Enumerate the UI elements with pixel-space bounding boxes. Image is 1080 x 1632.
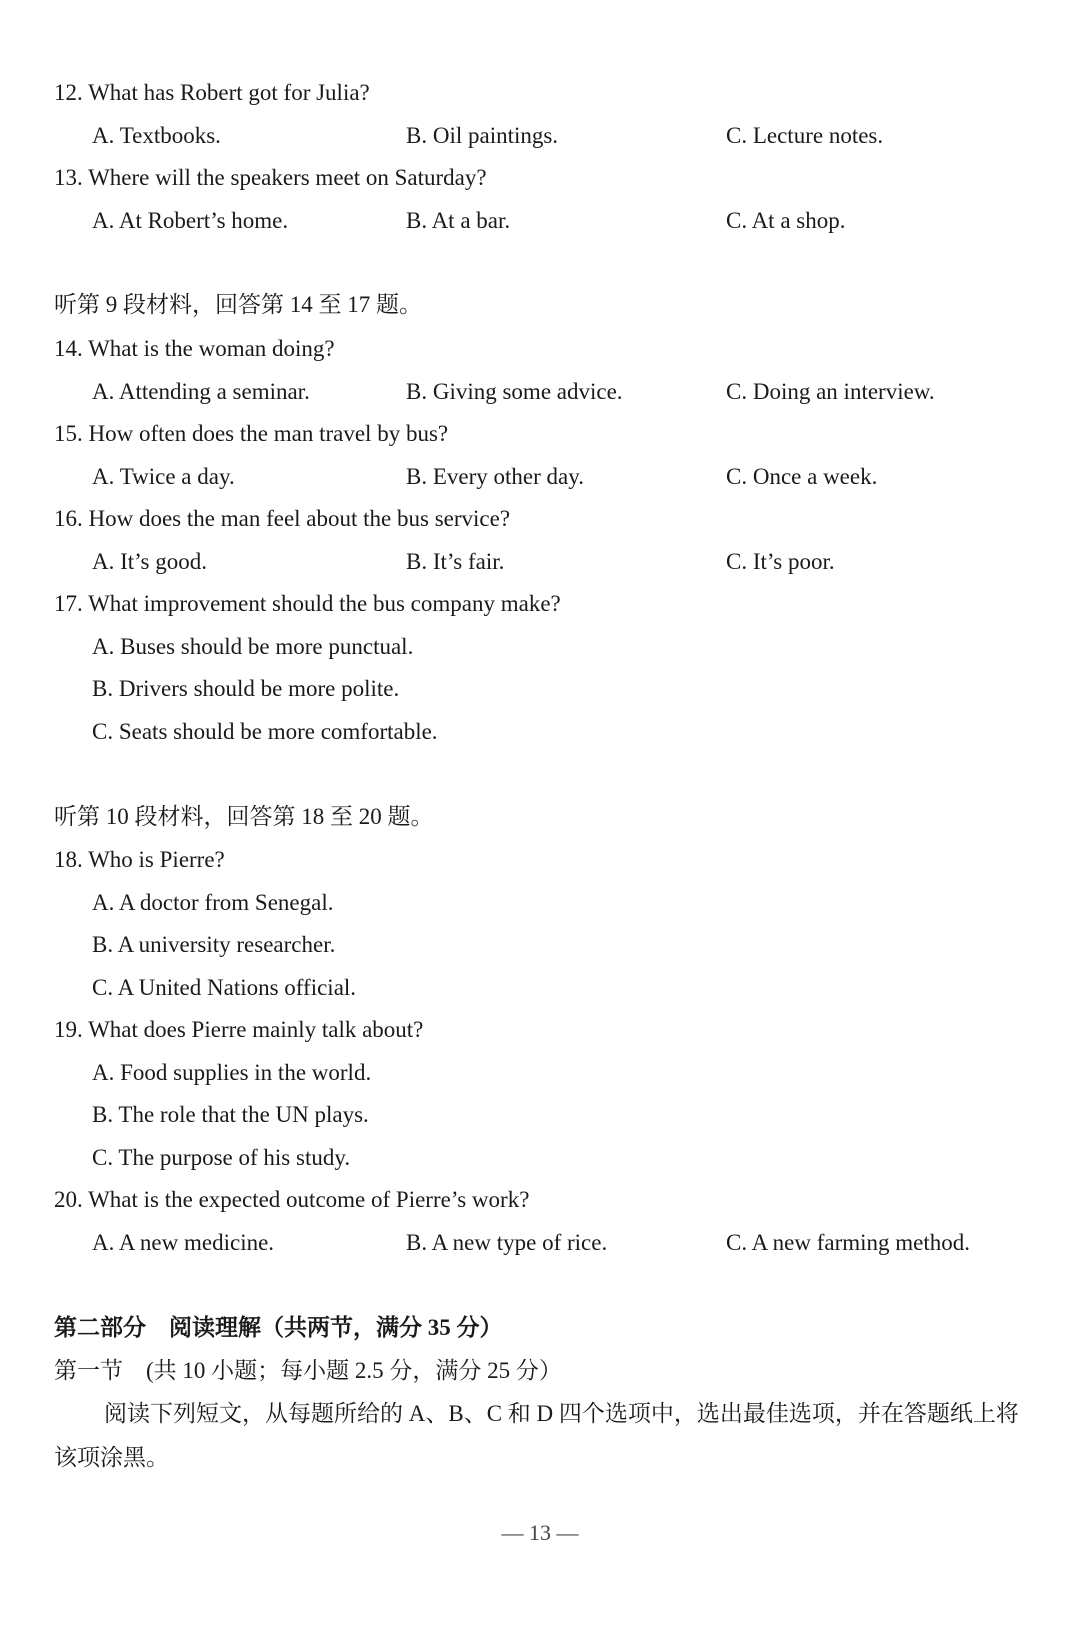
q17-option-b: B. Drivers should be more polite. bbox=[92, 676, 400, 701]
q14-option-a: A. Attending a seminar. bbox=[92, 379, 310, 404]
part-2-instructions: 阅读下列短文，从每题所给的 A、B、C 和 D 四个选项中，选出最佳选项，并在答题纸上将该项涂黑。 bbox=[54, 1401, 1019, 1470]
q20-option-c: C. A new farming method. bbox=[726, 1230, 971, 1255]
q14-option-b: B. Giving some advice. bbox=[406, 379, 623, 404]
q13-option-b: B. At a bar. bbox=[406, 208, 511, 233]
question-19: 19. What does Pierre mainly talk about? bbox=[54, 1017, 424, 1042]
q16-option-b: B. It’s fair. bbox=[406, 549, 505, 574]
q12-option-a: A. Textbooks. bbox=[92, 123, 221, 148]
q18-option-c: C. A United Nations official. bbox=[92, 975, 357, 1000]
question-18: 18. Who is Pierre? bbox=[54, 847, 225, 872]
question-15: 15. How often does the man travel by bus? bbox=[54, 421, 449, 446]
question-17: 17. What improvement should the bus company make? bbox=[54, 591, 561, 616]
part-2-heading: 第二部分 阅读理解（共两节，满分 35 分） bbox=[54, 1315, 503, 1340]
section-10-heading: 听第 10 段材料，回答第 18 至 20 题。 bbox=[54, 804, 434, 829]
q18-option-a: A. A doctor from Senegal. bbox=[92, 890, 334, 915]
q17-option-a: A. Buses should be more punctual. bbox=[92, 634, 414, 659]
question-12: 12. What has Robert got for Julia? bbox=[54, 80, 370, 105]
q12-option-b: B. Oil paintings. bbox=[406, 123, 559, 148]
q12-option-c: C. Lecture notes. bbox=[726, 123, 884, 148]
q13-option-a: A. At Robert’s home. bbox=[92, 208, 289, 233]
q15-option-c: C. Once a week. bbox=[726, 464, 878, 489]
q19-option-b: B. The role that the UN plays. bbox=[92, 1102, 369, 1127]
q20-option-a: A. A new medicine. bbox=[92, 1230, 275, 1255]
q17-option-c: C. Seats should be more comfortable. bbox=[92, 719, 438, 744]
q13-option-c: C. At a shop. bbox=[726, 208, 846, 233]
q20-option-b: B. A new type of rice. bbox=[406, 1230, 608, 1255]
q16-option-c: C. It’s poor. bbox=[726, 549, 835, 574]
question-20: 20. What is the expected outcome of Pierre’s work? bbox=[54, 1187, 530, 1212]
question-14: 14. What is the woman doing? bbox=[54, 336, 335, 361]
q14-option-c: C. Doing an interview. bbox=[726, 379, 935, 404]
q15-option-b: B. Every other day. bbox=[406, 464, 584, 489]
q18-option-b: B. A university researcher. bbox=[92, 932, 336, 957]
q16-option-a: A. It’s good. bbox=[92, 549, 207, 574]
q19-option-a: A. Food supplies in the world. bbox=[92, 1060, 372, 1085]
part-2-section-1-heading: 第一节 (共 10 小题；每小题 2.5 分，满分 25 分） bbox=[54, 1358, 562, 1383]
q19-option-c: C. The purpose of his study. bbox=[92, 1145, 351, 1170]
question-13: 13. Where will the speakers meet on Saturday? bbox=[54, 165, 487, 190]
q15-option-a: A. Twice a day. bbox=[92, 464, 235, 489]
page-number: — 13 — bbox=[501, 1520, 579, 1545]
question-16: 16. How does the man feel about the bus service? bbox=[54, 506, 511, 531]
section-9-heading: 听第 9 段材料，回答第 14 至 17 题。 bbox=[54, 292, 422, 317]
